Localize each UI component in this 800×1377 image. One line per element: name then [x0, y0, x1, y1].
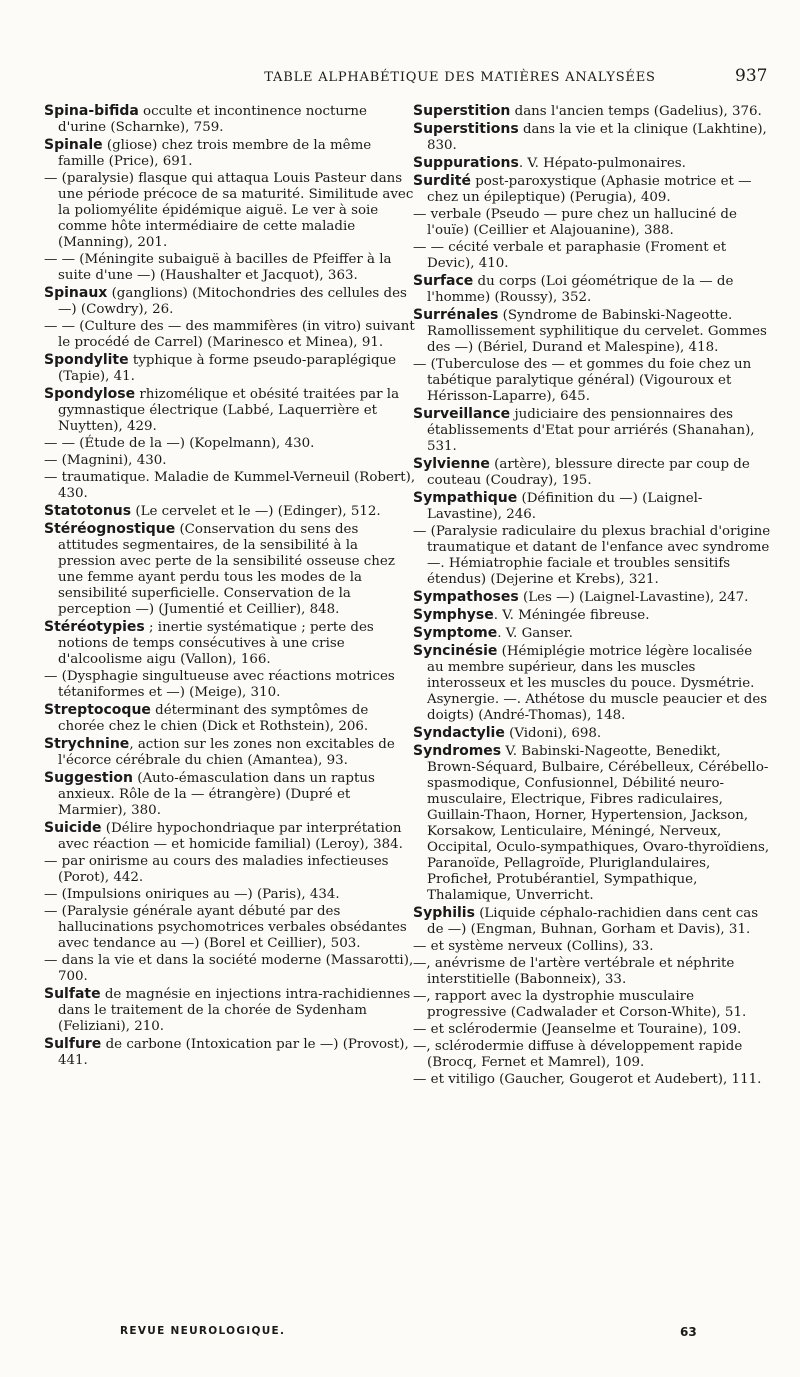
index-entry: [44, 887, 417, 903]
entry-text: (Hémiplégie motrice légère localisée au membre supérieur, dans les muscles interosseux et les muscles du pouce. Dysmétrie. Asynergie. —. Athétose du muscle peaucier et des doigts) (André-Thomas), 148.: [427, 644, 768, 723]
index-entry: [44, 669, 417, 701]
left-column: [44, 103, 417, 1070]
entry-text: (Syndrome de Babinski-Nageotte. Ramollissement syphilitique du cervelet. Gommes des —) (Bériel, Durand et Malespine), 418.: [427, 308, 767, 355]
entry-headword: Statotonus: [44, 503, 132, 519]
entry-text: — (Paralysie générale ayant débuté par des hallucinations psychomotrices verbales obsédantes avec tendance au —) (Borel et Ceillier), 503.: [44, 904, 407, 951]
index-entry: [413, 524, 771, 588]
entry-headword: Sympathique: [413, 490, 518, 506]
index-entry: [413, 743, 771, 904]
entry-text: (Auto-émasculation dans un raptus anxieux. Rôle de la — étrangère) (Dupré et Marmier), 380.: [58, 771, 375, 818]
entry-headword: Suggestion: [44, 770, 133, 786]
index-entry: [413, 1039, 771, 1071]
entry-text: — et sclérodermie (Jeanselme et Touraine), 109.: [413, 1022, 742, 1037]
entry-text: — — (Méningite subaiguë à bacilles de Pfeiffer à la suite d'une —) (Haushalter et Jacquot), 363.: [44, 252, 392, 283]
index-entry: [413, 956, 771, 988]
entry-headword: Stéréognostique: [44, 521, 176, 537]
entry-text: (Vidoni), 698.: [504, 726, 602, 741]
index-entry: [413, 406, 771, 455]
index-entry: [44, 1036, 417, 1069]
index-entry: [413, 456, 771, 489]
entry-headword: Suicide: [44, 820, 102, 836]
entry-headword: Surdité: [413, 173, 471, 189]
entry-text: (Liquide céphalo-rachidien dans cent cas de —) (Engman, Buhnan, Gorham et Davis), 31.: [427, 906, 759, 937]
index-entry: [44, 252, 417, 284]
index-entry: [44, 436, 417, 452]
index-entry: [44, 702, 417, 735]
page-number: 937: [735, 66, 768, 86]
entry-headword: Superstition: [413, 103, 511, 119]
index-entry: [413, 307, 771, 356]
entry-headword: Superstitions: [413, 121, 519, 137]
entry-text: de carbone (Intoxication par le —) (Provost), 441.: [58, 1037, 409, 1068]
index-entry: [413, 357, 771, 405]
entry-headword: Spinale: [44, 137, 103, 153]
entry-headword: Spina-bifida: [44, 103, 139, 119]
entry-text: . V. Méningée fibreuse.: [493, 608, 650, 623]
index-entry: [44, 820, 417, 853]
entry-headword: Symphyse: [413, 607, 494, 623]
entry-text: (gliose) chez trois membre de la même famille (Price), 691.: [58, 138, 372, 169]
index-entry: [413, 989, 771, 1021]
index-entry: [413, 607, 771, 624]
entry-text: dans l'ancien temps (Gadelius), 376.: [510, 104, 762, 119]
entry-text: . V. Hépato-pulmonaires.: [518, 156, 686, 171]
index-entry: [44, 453, 417, 469]
entry-text: déterminant des symptômes de chorée chez le chien (Dick et Rothstein), 206.: [58, 703, 369, 734]
entry-text: — par onirisme au cours des maladies infectieuses (Porot), 442.: [44, 854, 389, 885]
entry-headword: Surveillance: [413, 406, 511, 422]
entry-headword: Surface: [413, 273, 474, 289]
journal-footer: REVUE NEUROLOGIQUE.: [120, 1325, 286, 1337]
entry-text: — et vitiligo (Gaucher, Gougerot et Audebert), 111.: [413, 1072, 762, 1087]
entry-text: — verbale (Pseudo — pure chez un halluciné de l'ouïe) (Ceillier et Alajouanine), 388.: [413, 207, 737, 238]
index-entry: [44, 137, 417, 170]
index-entry: [413, 939, 771, 955]
entry-text: — — (Étude de la —) (Kopelmann), 430.: [44, 436, 315, 451]
entry-text: —, sclérodermie diffuse à développement rapide (Brocq, Fernet et Mamrel), 109.: [413, 1039, 743, 1070]
index-entry: [44, 986, 417, 1035]
entry-text: (Conservation du sens des attitudes segmentaires, de la sensibilité à la pression avec perte de la sensibilité osseuse chez une femme ayant perdu tous les modes de la sensibilité superficielle. Conservation de la perception —) (Jumentié et Ceillier), 848.: [58, 522, 395, 617]
entry-text: — (paralysie) flasque qui attaqua Louis Pasteur dans une période précoce de sa maturité. Similitude avec la poliomyélite épidémique aiguë. Le ver à soie comme hôte intermédiaire de cette maladie (Manning), 201.: [44, 171, 414, 250]
index-entry: [413, 173, 771, 206]
index-entry: [413, 725, 771, 742]
entry-headword: Strychnine: [44, 736, 130, 752]
entry-text: post-paroxystique (Aphasie motrice et — chez un épileptique) (Perugia), 409.: [427, 174, 752, 205]
index-entry: [413, 273, 771, 306]
index-entry: [44, 736, 417, 769]
index-entry: [44, 470, 417, 502]
index-entry: [44, 171, 417, 251]
entry-text: (artère), blessure directe par coup de couteau (Coudray), 195.: [427, 457, 750, 488]
entry-text: — — cécité verbale et paraphasie (Froment et Devic), 410.: [413, 240, 727, 271]
entry-text: . V. Ganser.: [497, 626, 573, 641]
entry-text: ; inertie systématique ; perte des notions de temps consécutives à une crise d'alcoolisme aigu (Vallon), 166.: [58, 620, 374, 667]
index-entry: [44, 854, 417, 886]
index-entry: [413, 625, 771, 642]
entry-headword: Suppurations: [413, 155, 519, 171]
entry-headword: Spondylite: [44, 352, 129, 368]
index-entry: [413, 905, 771, 938]
entry-text: — — (Culture des — des mammifères (in vitro) suivant le procédé de Carrel) (Marinesco et Minea), 91.: [44, 319, 415, 350]
index-entry: [413, 207, 771, 239]
index-entry: [44, 319, 417, 351]
entry-headword: Spinaux: [44, 285, 108, 301]
entry-headword: Spondylose: [44, 386, 136, 402]
index-entry: [413, 490, 771, 523]
entry-text: occulte et incontinence nocturne d'urine (Scharnke), 759.: [58, 104, 367, 135]
entry-headword: Stéréotypies: [44, 619, 145, 635]
entry-headword: Symptome: [413, 625, 498, 641]
entry-text: — traumatique. Maladie de Kummel-Verneuil (Robert), 430.: [44, 470, 416, 501]
index-entry: [413, 155, 771, 172]
entry-headword: Syndactylie: [413, 725, 505, 741]
entry-text: , action sur les zones non excitables de l'écorce cérébrale du chien (Amantea), 93.: [58, 737, 395, 768]
entry-text: typhique à forme pseudo-paraplégique (Tapie), 41.: [58, 353, 397, 384]
entry-text: (Délire hypochondriaque par interprétation avec réaction — et homicide familial) (Leroy), 384.: [58, 821, 403, 852]
index-entry: [44, 386, 417, 435]
index-entry: [44, 904, 417, 952]
index-entry: [44, 770, 417, 819]
entry-text: — (Paralysie radiculaire du plexus brachial d'origine traumatique et datant de l'enfance avec syndrome —. Hémiatrophie faciale et troubles sensitifs étendus) (Dejerine et Krebs), 321.: [413, 524, 771, 587]
index-entry: [413, 589, 771, 606]
entry-text: de magnésie en injections intra-rachidiennes dans le traitement de la chorée de Sydenham (Feliziani), 210.: [58, 987, 411, 1034]
entry-text: rhizomélique et obésité traitées par la gymnastique électrique (Labbé, Laquerrière et Nuytten), 429.: [58, 387, 400, 434]
signature-mark: 63: [680, 1325, 697, 1339]
entry-text: —, rapport avec la dystrophie musculaire progressive (Cadwalader et Corson-White), 51.: [413, 989, 747, 1020]
entry-text: — et système nerveux (Collins), 33.: [413, 939, 654, 954]
entry-headword: Surrénales: [413, 307, 499, 323]
entry-text: (Définition du —) (Laignel-Lavastine), 246.: [427, 491, 703, 522]
index-entry: [44, 503, 417, 520]
entry-headword: Sulfate: [44, 986, 101, 1002]
right-column: [413, 103, 771, 1089]
index-entry: [413, 121, 771, 154]
entry-headword: Syncinésie: [413, 643, 498, 659]
index-entry: [413, 240, 771, 272]
index-entry: [44, 953, 417, 985]
entry-headword: Streptocoque: [44, 702, 151, 718]
index-entry: [44, 619, 417, 668]
entry-text: V. Babinski-Nageotte, Benedikt, Brown-Séquard, Bulbaire, Cérébelleux, Cérébello-spasmodique, Confusionnel, Débilité neuro-musculaire, Electrique, Fibres radiculaires, Guillain-Thaon, Horner, Hypertension, Jackson, Korsakow, Lenticulaire, Méningé, Nerveux, Occipital, Oculo-sympathiques, Ovaro-thyroïdiens, Paranoïde, Pellagroïde, Pluriglandulaires, Proficheł, Protubérantiel, Sympathique, Thalamique, Unverricht.: [427, 744, 770, 903]
entry-text: — dans la vie et dans la société moderne (Massarotti), 700.: [44, 953, 414, 984]
entry-text: — (Impulsions oniriques au —) (Paris), 434.: [44, 887, 340, 902]
entry-text: —, anévrisme de l'artère vertébrale et néphrite interstitielle (Babonneix), 33.: [413, 956, 735, 987]
entry-text: du corps (Loi géométrique de la — de l'homme) (Roussy), 352.: [427, 274, 734, 305]
index-entry: [44, 521, 417, 618]
index-entry: [413, 643, 771, 724]
entry-text: — (Dysphagie singultueuse avec réactions motrices tétaniformes et —) (Meige), 310.: [44, 669, 395, 700]
entry-text: — (Magnini), 430.: [44, 453, 167, 468]
entry-text: — (Tuberculose des — et gommes du foie chez un tabétique paralytique général) (Vigouroux et Hérisson-Laparre), 645.: [413, 357, 752, 404]
entry-headword: Syndromes: [413, 743, 502, 759]
index-entry: [44, 352, 417, 385]
index-entry: [44, 103, 417, 136]
entry-text: (Le cervelet et le —) (Edinger), 512.: [131, 504, 381, 519]
entry-text: dans la vie et la clinique (Lakhtine), 830.: [427, 122, 767, 153]
entry-text: (Les —) (Laignel-Lavastine), 247.: [518, 590, 749, 605]
entry-headword: Sylvienne: [413, 456, 490, 472]
entry-headword: Syphilis: [413, 905, 475, 921]
index-entry: [413, 1072, 771, 1088]
index-entry: [413, 103, 771, 120]
entry-text: judiciaire des pensionnaires des établissements d'Etat pour arriérés (Shanahan), 531.: [427, 407, 755, 454]
entry-text: (ganglions) (Mitochondries des cellules des —) (Cowdry), 26.: [58, 286, 407, 317]
index-entry: [413, 1022, 771, 1038]
running-head: TABLE ALPHABÉTIQUE DES MATIÈRES ANALYSÉES: [264, 70, 656, 85]
entry-headword: Sympathoses: [413, 589, 519, 605]
entry-headword: Sulfure: [44, 1036, 102, 1052]
index-entry: [44, 285, 417, 318]
